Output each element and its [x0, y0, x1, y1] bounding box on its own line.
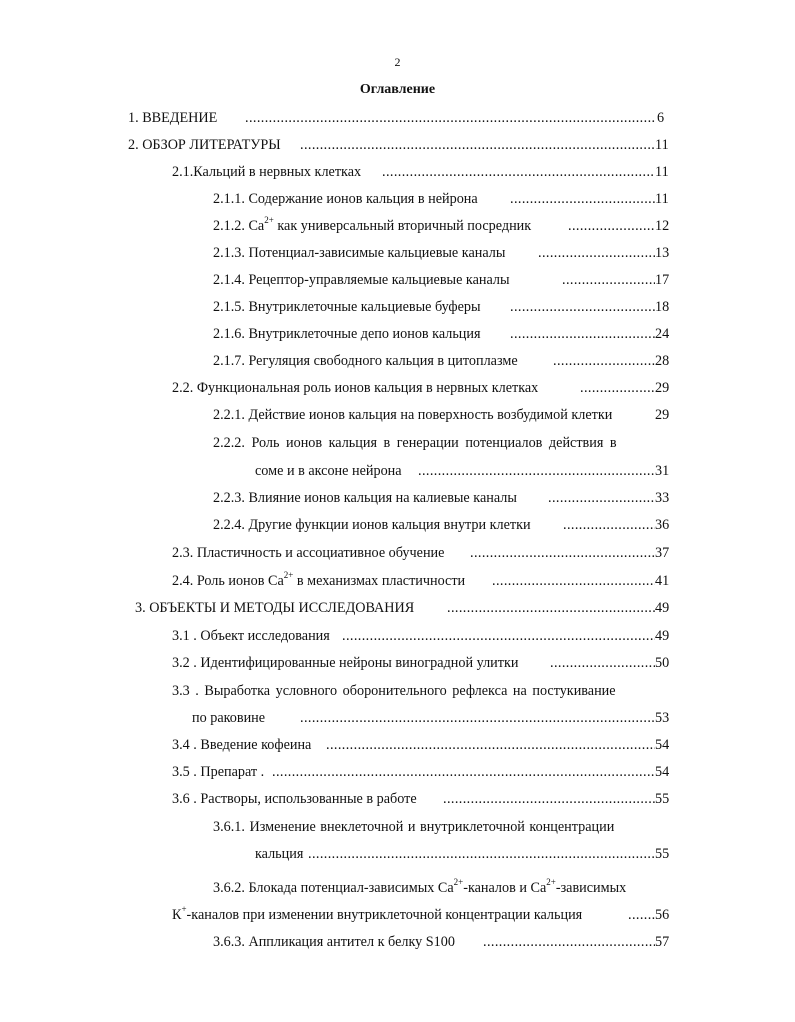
toc-entry-text: 2.2.1. Действие ионов кальция на поверхность возбудимой клетки [213, 407, 613, 423]
toc-page-number: 11 [655, 137, 669, 153]
toc-leader [510, 324, 655, 344]
toc-entry-text: 3. ОБЪЕКТЫ И МЕТОДЫ ИССЛЕДОВАНИЯ [135, 600, 415, 616]
toc-text-part: -зависимых [555, 880, 627, 896]
superscript: 2+ [546, 877, 556, 887]
toc-entry-text: 2.1.5. Внутриклеточные кальциевые буферы [213, 299, 481, 315]
page-number: 2 [394, 55, 401, 69]
toc-leader [300, 708, 655, 728]
toc-entry-text: 2.1.3. Потенциал-зависимые кальциевые каналы [213, 245, 506, 261]
toc-leader [568, 216, 655, 236]
toc-entry-text: кальция [255, 846, 304, 862]
toc-text-part: 2.4. Роль ионов Са [172, 573, 284, 589]
toc-leader [245, 108, 655, 128]
toc-leader [510, 189, 655, 209]
toc-page-number: 11 [655, 164, 669, 180]
toc-entry-text: 3.6.1. Изменение внеклеточной и внутриклеточной концентрации [213, 819, 615, 835]
toc-leader [548, 488, 655, 508]
toc-entry-text: 3.1 . Объект исследования [172, 628, 330, 644]
toc-leader [470, 543, 655, 563]
toc-leader [550, 653, 655, 673]
toc-page-number: 17 [655, 272, 670, 288]
toc-page-number: 11 [655, 191, 669, 207]
toc-entry-text: 3.4 . Введение кофеина [172, 737, 312, 753]
toc-entry-text: 2.1.1. Содержание ионов кальция в нейрона [213, 191, 478, 207]
toc-text-part: как универсальный вторичный посредник [273, 218, 532, 234]
toc-leader [272, 762, 655, 782]
toc-leader [443, 789, 655, 809]
superscript: 2+ [453, 877, 464, 887]
toc-entry-text: 3.3 . Выработка условного оборонительного рефлекса на постукивание [172, 683, 616, 699]
toc-page-number: 50 [655, 655, 670, 671]
superscript: 2+ [283, 570, 294, 580]
toc-leader [326, 735, 655, 755]
superscript: + [181, 904, 187, 914]
toc-leader [580, 378, 655, 398]
toc-entry-text [172, 905, 582, 925]
toc-leader [538, 243, 655, 263]
toc-entry-text: 3.5 . Препарат . [172, 764, 265, 780]
toc-text-part: -каналов и Са [463, 880, 547, 896]
toc-text-part: К [172, 907, 182, 923]
toc-text-part: 2.1.2. Са [213, 218, 265, 234]
toc-text-part: -каналов при изменении внутриклеточной концентрации кальция [186, 907, 583, 923]
toc-leader [308, 844, 655, 864]
toc-page-number: 49 [655, 600, 670, 616]
superscript: 2+ [264, 215, 274, 225]
toc-text-part: 3.6.2. Блокада потенциал-зависимых Са [213, 880, 454, 896]
toc-page-number: 12 [655, 218, 670, 234]
toc-entry-text: 2.2. Функциональная роль ионов кальция в нервных клетках [172, 380, 539, 396]
toc-page-number: 31 [655, 463, 670, 479]
toc-entry-text [213, 216, 531, 236]
toc-leader [510, 297, 655, 317]
toc-page-number: 54 [655, 737, 670, 753]
toc-page-number: 41 [655, 573, 670, 589]
toc-leader [562, 270, 655, 290]
toc-leader [492, 571, 655, 591]
toc-entry-text: 2.2.4. Другие функции ионов кальция внутри клетки [213, 517, 531, 533]
toc-entry-text: 2.1.6. Внутриклеточные депо ионов кальция [213, 326, 481, 342]
page-title: Оглавление [359, 82, 436, 97]
toc-entry-text [213, 878, 626, 898]
toc-leader [628, 905, 655, 925]
toc-leader [300, 135, 655, 155]
toc-entry-text: 2. ОБЗОР ЛИТЕРАТУРЫ [128, 137, 281, 153]
toc-entry-text: 1. ВВЕДЕНИЕ [128, 110, 218, 126]
toc-entry-text: 2.1.4. Рецептор-управляемые кальциевые каналы [213, 272, 510, 288]
toc-page-number: 53 [655, 710, 670, 726]
toc-leader [483, 932, 655, 952]
toc-entry-text: соме и в аксоне нейрона [255, 463, 402, 479]
toc-entry-text: 3.6 . Растворы, использованные в работе [172, 791, 417, 807]
toc-page-number: 29 [655, 407, 670, 423]
toc-page-number: 36 [655, 517, 670, 533]
toc-entry-text: 2.2.3. Влияние ионов кальция на калиевые каналы [213, 490, 517, 506]
toc-leader [553, 351, 655, 371]
toc-page-number: 29 [655, 380, 670, 396]
toc-page-number: 33 [655, 490, 670, 506]
toc-leader [382, 162, 655, 182]
toc-page-number: 56 [655, 907, 670, 923]
toc-entry-text: 2.1.Кальций в нервных клетках [172, 164, 362, 180]
toc-page-number: 55 [655, 846, 670, 862]
toc-entry-text: 2.3. Пластичность и ассоциативное обучение [172, 545, 445, 561]
toc-page-number: 18 [655, 299, 670, 315]
toc-page-number: 37 [655, 545, 670, 561]
toc-entry-text: 2.2.2. Роль ионов кальция в генерации потенциалов действия в [213, 435, 617, 451]
toc-leader [563, 515, 655, 535]
toc-page-number: 57 [655, 934, 670, 950]
toc-page-number: 55 [655, 791, 670, 807]
toc-entry-text: 2.1.7. Регуляция свободного кальция в цитоплазме [213, 353, 518, 369]
toc-entry-text [172, 571, 465, 591]
toc-text-part: в механизмах пластичности [293, 573, 466, 589]
toc-entry-text: 3.6.3. Аппликация антител к белку S100 [213, 934, 455, 950]
toc-leader [418, 461, 655, 481]
toc-page-number: 13 [655, 245, 670, 261]
toc-page-number: 6 [657, 110, 665, 126]
toc-entry-text: 3.2 . Идентифицированные нейроны виноградной улитки [172, 655, 519, 671]
toc-page-number: 49 [655, 628, 670, 644]
toc-page-number: 24 [655, 326, 670, 342]
toc-page-number: 54 [655, 764, 670, 780]
toc-leader [342, 626, 655, 646]
toc-entry-text: по раковине [192, 710, 266, 726]
toc-page-number: 28 [655, 353, 670, 369]
toc-leader [447, 598, 655, 618]
